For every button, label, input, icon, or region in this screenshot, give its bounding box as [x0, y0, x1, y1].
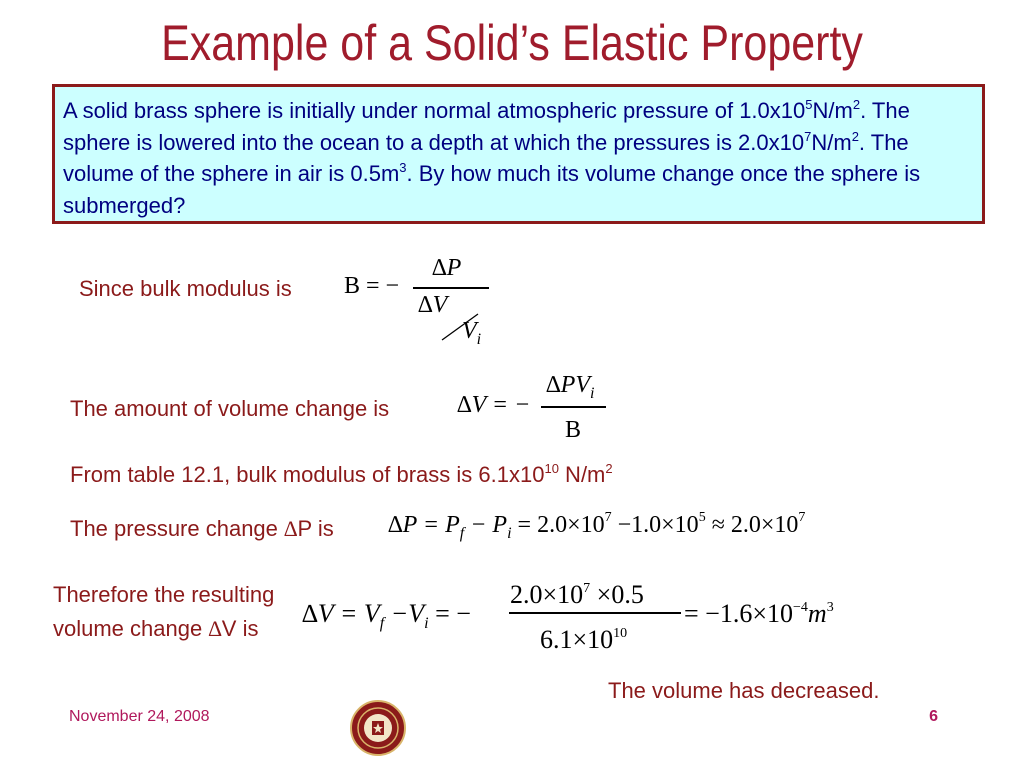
- conclusion-text: The volume has decreased.: [608, 678, 880, 703]
- therefore-line-2: volume change ∆V is: [53, 616, 259, 641]
- eq1-fraction-bar: [413, 287, 489, 289]
- problem-line-2: sphere is lowered into the ocean to a depth at which the pressures is $2.0x10^7N/m^2$. The: [63, 128, 909, 155]
- slide-title: Example of a Solid’s Elastic Property: [161, 15, 863, 71]
- problem-box: [52, 84, 985, 224]
- eq4-denominator: $6.1\times 10^{10}$: [540, 625, 628, 654]
- eq2-denominator: B: [565, 417, 582, 443]
- bulk-modulus-label: Since bulk modulus is: [79, 276, 292, 301]
- table-reference-text: From table 12.1, bulk modulus of brass is $6.1x10^{10}$ $N/m^2$: [70, 461, 613, 487]
- eq1-numerator: ∆P: [432, 255, 462, 281]
- eq1-denominator-delta-v: ∆V: [418, 292, 448, 318]
- problem-line-3: volume of the sphere in air is $0.5m^3$. By how much its volume change once the sphere is: [63, 160, 921, 186]
- eq4-fraction-bar: [509, 612, 681, 614]
- therefore-line-1: Therefore the resulting: [53, 582, 275, 607]
- eq3-pressure-change: $\Delta P = P_f - P_i = 2.0\times 10^7 -1.0\times 10^5 \approx 2.0\times 10^7$: [388, 510, 806, 542]
- eq2-lhs: ∆V = −: [457, 392, 531, 418]
- university-seal-logo: [350, 700, 406, 756]
- problem-line-1: A solid brass sphere is initially under normal atmospheric pressure of $1.0x10^5N/m^2$. The: [63, 97, 910, 123]
- volume-change-label: The amount of volume change is: [70, 396, 390, 421]
- eq1-lhs: B = −: [344, 273, 400, 299]
- eq1-vi: $V_i$: [462, 318, 482, 348]
- eq4-lhs: $\Delta V = V_f -V_i$ = −: [302, 599, 471, 632]
- eq2-fraction-bar: [541, 406, 606, 408]
- pressure-change-label: The pressure change ∆P is: [70, 516, 334, 541]
- eq2-numerator: $\Delta PV_i$: [546, 372, 595, 402]
- eq4-numerator: $2.0\times 10^7 \times 0.5$: [510, 580, 644, 609]
- page-number: 6: [929, 708, 938, 725]
- eq4-result: = $-1.6\times 10^{-4}m^3$: [684, 599, 834, 628]
- footer-date: November 24, 2008: [69, 708, 210, 725]
- problem-line-4: submerged?: [63, 192, 186, 218]
